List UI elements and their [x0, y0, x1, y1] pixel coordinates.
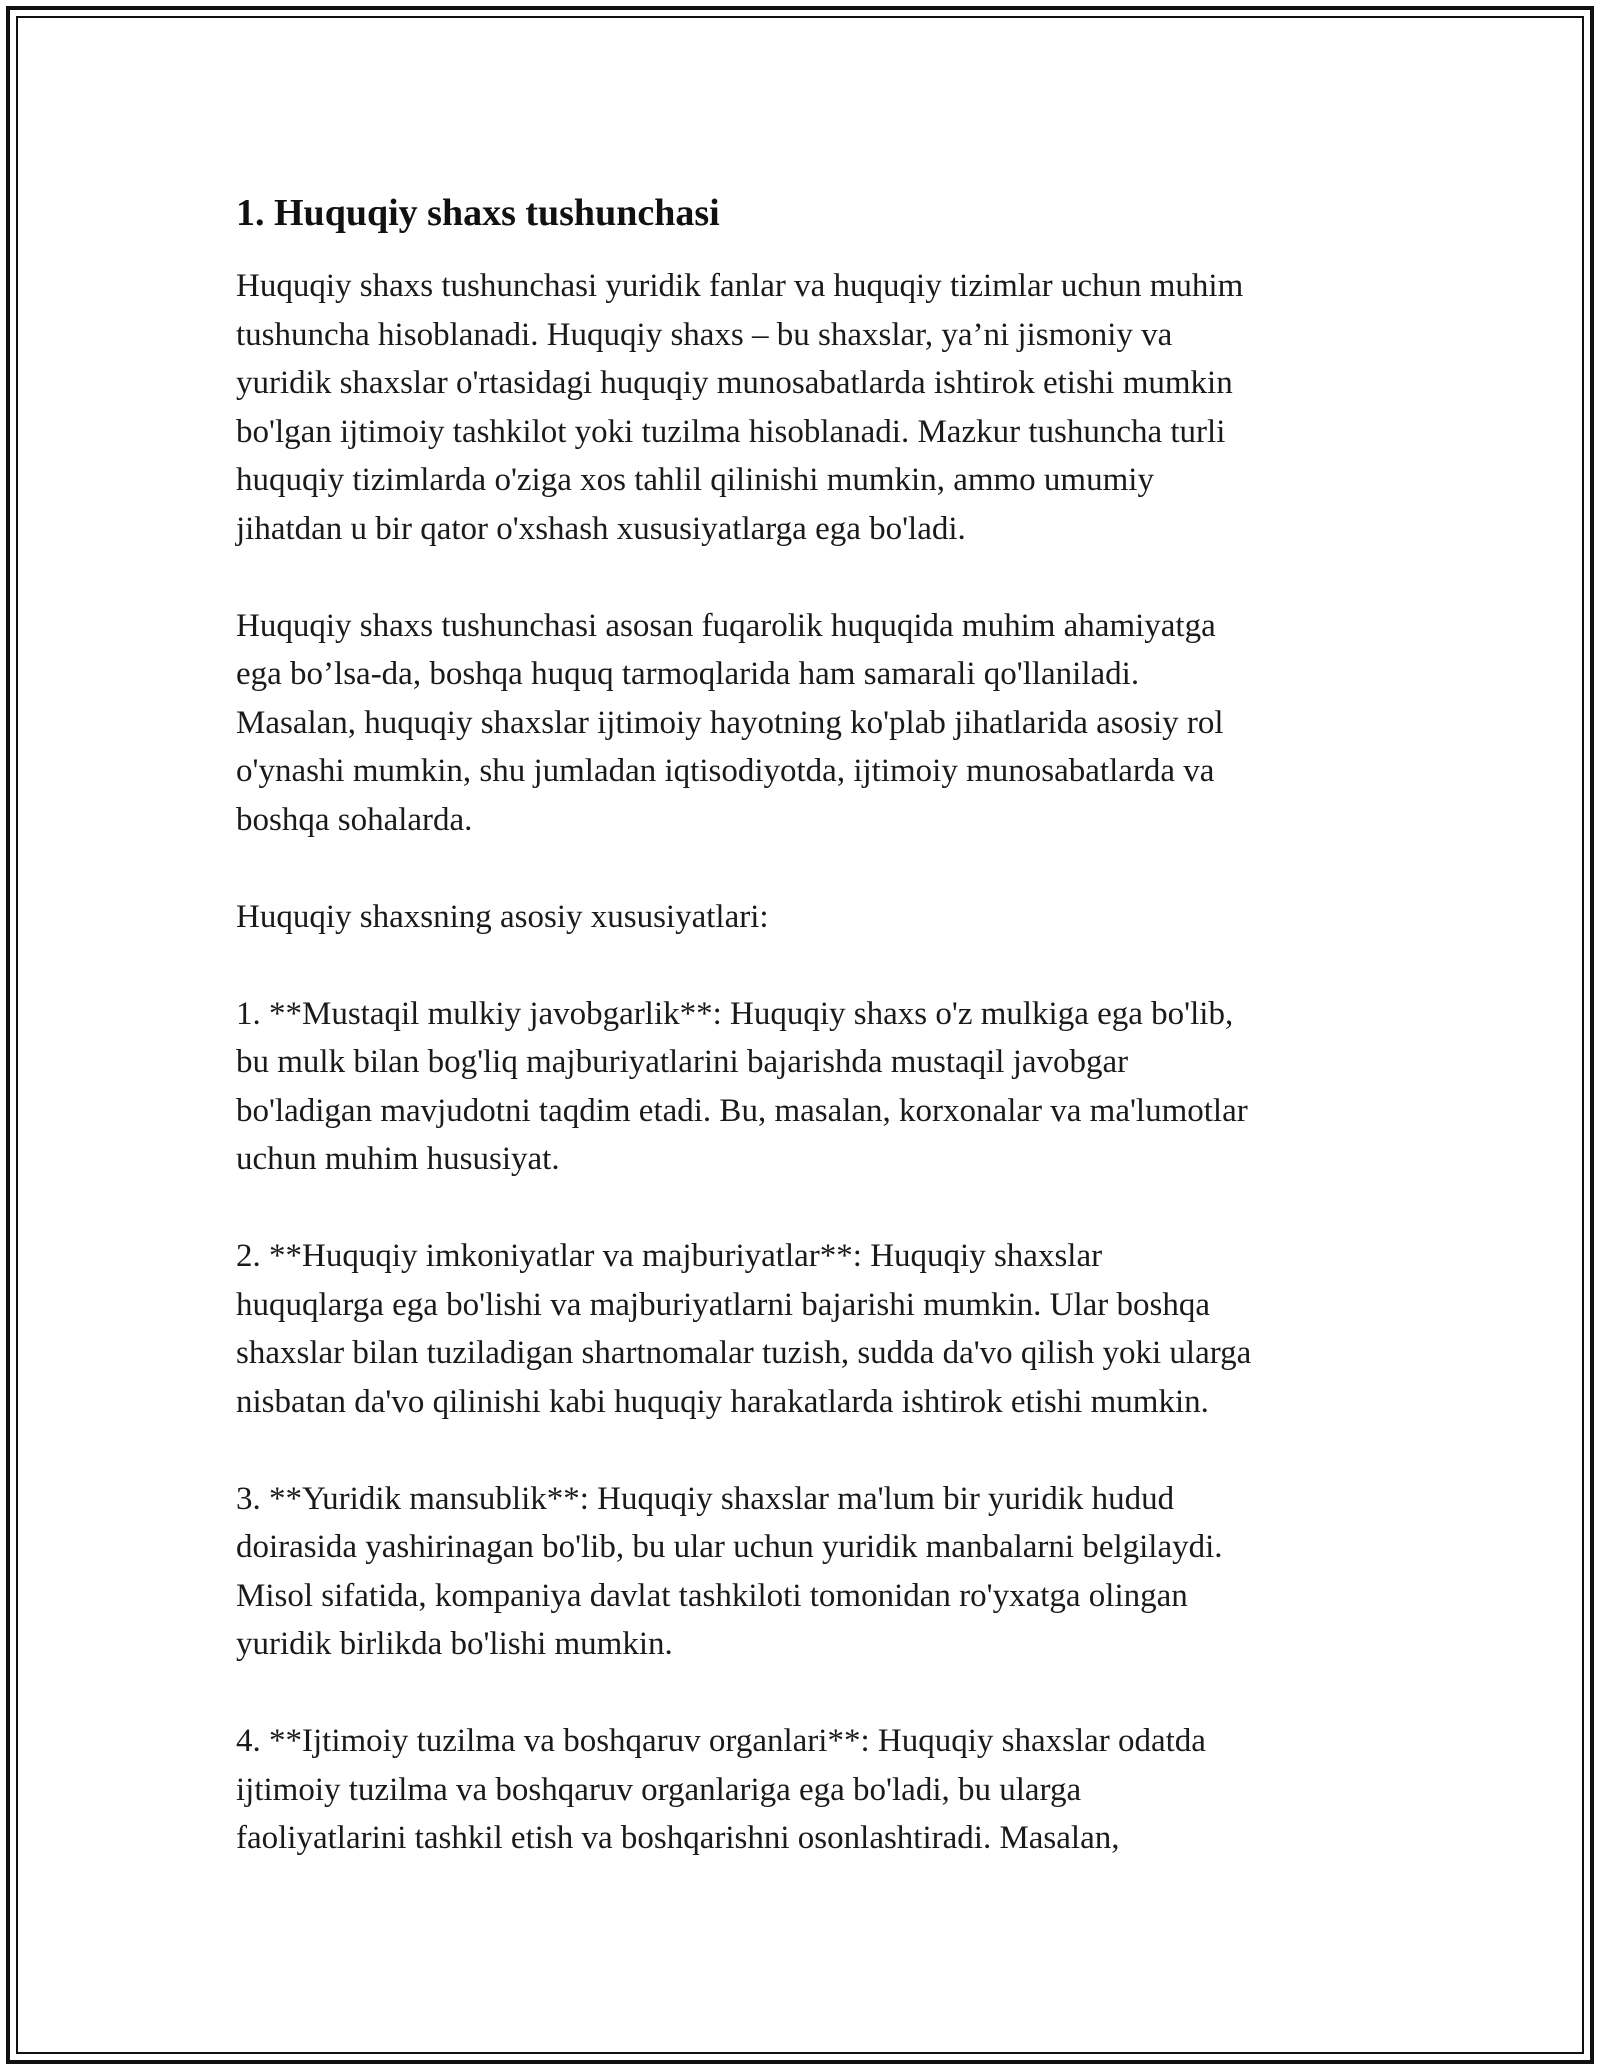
- document-body: [236, 186, 1376, 1911]
- list-item-4: [236, 1717, 1376, 1863]
- text-line: shaxslar bilan tuziladigan shartnomalar tuzish, sudda da'vo qilish yoki ularga: [236, 1335, 1252, 1371]
- list-item-1: [236, 990, 1376, 1184]
- list-item-3: [236, 1475, 1376, 1669]
- text-line: bo'lgan ijtimoiy tashkilot yoki tuzilma hisoblanadi. Mazkur tushuncha turli: [236, 413, 1226, 450]
- text-line: huquqlarga ega bo'lishi va majburiyatlarni bajarishi mumkin. Ular boshqa: [236, 1286, 1211, 1323]
- paragraph-intro: [236, 262, 1376, 553]
- text-line: faoliyatlarini tashkil etish va boshqarishni osonlashtiradi. Masalan,: [236, 1820, 1120, 1856]
- text-line: nisbatan da'vo qilinishi kabi huquqiy harakatlarda ishtirok etishi mumkin.: [236, 1383, 1209, 1420]
- paragraph-civil-law: [236, 602, 1376, 845]
- text-line: yuridik shaxslar o'rtasidagi huquqiy munosabatlarda ishtirok etishi mumkin: [236, 365, 1233, 401]
- section-heading: 1. Huquqiy shaxs tushunchasi: [236, 192, 720, 234]
- text-line: doirasida yashirinagan bo'lib, bu ular uchun yuridik manbalarni belgilaydi.: [236, 1529, 1223, 1565]
- text-line: yuridik birlikda bo'lishi mumkin.: [236, 1626, 673, 1662]
- text-line: Huquqiy shaxs tushunchasi yuridik fanlar va huquqiy tizimlar uchun muhim: [236, 268, 1244, 304]
- text-line: uchun muhim hususiyat.: [236, 1141, 560, 1177]
- text-line: bo'ladigan mavjudotni taqdim etadi. Bu, masalan, korxonalar va ma'lumotlar: [236, 1092, 1248, 1129]
- text-line: ijtimoiy tuzilma va boshqaruv organlariga ega bo'ladi, bu ularga: [236, 1771, 1082, 1808]
- text-line: Masalan, huquqiy shaxslar ijtimoiy hayotning ko'plab jihatlarida asosiy rol: [236, 704, 1224, 741]
- list-item-2: [236, 1232, 1376, 1426]
- text-line: ega bo’lsa-da, boshqa huquq tarmoqlarida ham samarali qo'llaniladi.: [236, 656, 1140, 692]
- text-line: 3. **Yuridik mansublik**: Huquqiy shaxslar ma'lum bir yuridik hudud: [236, 1480, 1175, 1517]
- text-line: Huquqiy shaxsning asosiy xususiyatlari:: [236, 898, 769, 935]
- paragraph-features-intro: [236, 893, 1376, 942]
- text-line: 4. **Ijtimoiy tuzilma va boshqaruv organlari**: Huquqiy shaxslar odatda: [236, 1723, 1206, 1759]
- text-line: boshqa sohalarda.: [236, 801, 473, 838]
- text-line: huquqiy tizimlarda o'ziga xos tahlil qilinishi mumkin, ammo umumiy: [236, 462, 1154, 498]
- text-line: Huquqiy shaxs tushunchasi asosan fuqarolik huquqida muhim ahamiyatga: [236, 607, 1216, 644]
- text-line: tushuncha hisoblanadi. Huquqiy shaxs – bu shaxslar, ya’ni jismoniy va: [236, 316, 1173, 353]
- text-line: 1. **Mustaqil mulkiy javobgarlik**: Huquqiy shaxs o'z mulkiga ega bo'lib,: [236, 995, 1234, 1032]
- text-line: Misol sifatida, kompaniya davlat tashkiloti tomonidan ro'yxatga olingan: [236, 1577, 1188, 1614]
- text-line: bu mulk bilan bog'liq majburiyatlarini bajarishda mustaqil javobgar: [236, 1044, 1129, 1080]
- text-line: jihatdan u bir qator o'xshash xususiyatlarga ega bo'ladi.: [236, 510, 966, 547]
- text-line: 2. **Huquqiy imkoniyatlar va majburiyatlar**: Huquqiy shaxslar: [236, 1238, 1103, 1274]
- text-line: o'ynashi mumkin, shu jumladan iqtisodiyotda, ijtimoiy munosabatlarda va: [236, 753, 1215, 789]
